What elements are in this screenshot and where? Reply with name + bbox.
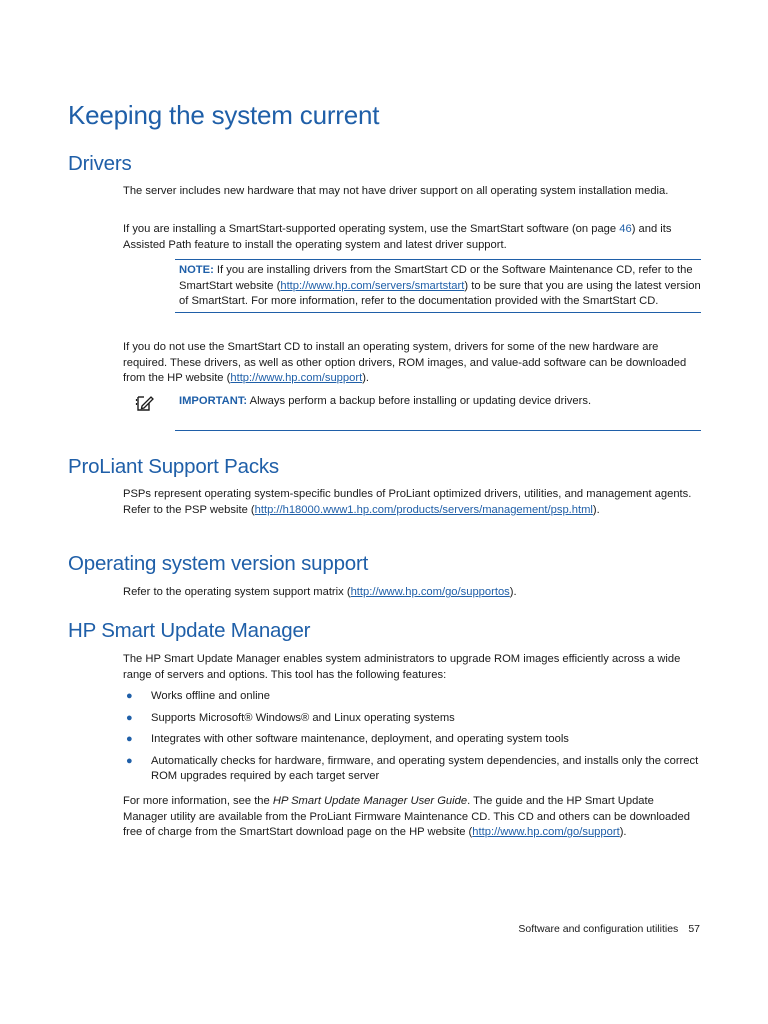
feature-list xyxy=(123,689,701,785)
note-text-after: ) to be sure that you are using the latest version of SmartStart. For more information, refer to the documentation provided with the SmartStart CD. xyxy=(179,279,701,308)
drivers-p3-after: ). xyxy=(362,372,370,385)
page-title: Keeping the system current xyxy=(68,100,380,130)
hpsum-paragraph-1 xyxy=(123,652,701,683)
supportos-link[interactable]: http://www.hp.com/go/supportos xyxy=(350,586,510,598)
hp-go-support-link[interactable]: http://www.hp.com/go/support xyxy=(472,826,620,839)
feature-text: Supports Microsoft® Windows® and Linux operating systems xyxy=(151,711,455,724)
os-text-after: ). xyxy=(509,586,517,598)
os-line xyxy=(123,585,701,601)
drivers-p1-text: The server includes new hardware that may not have driver support on all operating system installation media. xyxy=(123,185,669,197)
hpsum-p2-line xyxy=(123,794,701,841)
hpsum-p2-before: For more information, see the xyxy=(123,795,273,807)
heading-os-support: Operating system version support xyxy=(68,552,369,575)
heading-psp: ProLiant Support Packs xyxy=(68,455,279,478)
user-guide-title: HP Smart Update Manager User Guide xyxy=(272,795,468,807)
psp-text-after: ). xyxy=(592,503,600,516)
heading-hpsum: HP Smart Update Manager xyxy=(68,619,311,642)
drivers-p3-before: If you do not use the SmartStart CD to install an operating system, drivers for some of the new hardware are required. These drivers, as well as other option drivers, ROM images, and value-add software can be downloaded from the HP website ( xyxy=(123,341,687,385)
list-item xyxy=(123,689,701,705)
note-text-before: If you are installing drivers from the SmartStart CD or the Software Maintenance CD, refer to the SmartStart website ( xyxy=(179,264,693,292)
drivers-paragraph-2 xyxy=(123,222,701,253)
hpsum-paragraph-2 xyxy=(123,794,701,841)
drivers-p3-line xyxy=(123,340,701,387)
hpsum-p2-after: ). xyxy=(619,826,627,839)
drivers-p2-before: If you are installing a SmartStart-supported operating system, use the SmartStart software (on page xyxy=(123,223,620,235)
hp-support-link[interactable]: http://www.hp.com/support xyxy=(230,372,363,385)
important-icon xyxy=(135,393,155,413)
important-text: Always perform a backup before installing or updating device drivers. xyxy=(249,395,592,407)
os-paragraph xyxy=(123,585,701,601)
footer-section-title: Software and configuration utilities xyxy=(518,923,679,935)
drivers-paragraph-1 xyxy=(123,184,701,200)
feature-text: Automatically checks for hardware, firmware, and operating system dependencies, and installs only the correct ROM upgrades required by each target server xyxy=(151,754,699,783)
bullet-icon: ● xyxy=(126,733,133,746)
note-box xyxy=(175,259,701,313)
psp-paragraph xyxy=(123,487,701,518)
drivers-p2-line xyxy=(123,222,701,253)
feature-text: Works offline and online xyxy=(151,690,270,702)
drivers-p2-after: ) and its Assisted Path feature to install the operating system and latest driver support. xyxy=(123,223,672,251)
important-box xyxy=(175,393,701,431)
heading-drivers: Drivers xyxy=(68,152,132,175)
hpsum-p1-text: The HP Smart Update Manager enables system administrators to upgrade ROM images efficiently across a wide range of servers and options. This tool has the following features: xyxy=(123,653,681,681)
hpsum-p2-middle: . The guide and the HP Smart Update Manager utility are available from the ProLiant Firmware Maintenance CD. This CD and others can be downloaded free of charge from the SmartStart download page on the HP website ( xyxy=(123,795,690,839)
page-footer xyxy=(518,923,700,935)
bullet-icon: ● xyxy=(126,711,133,724)
important-label: IMPORTANT: xyxy=(179,395,248,407)
psp-text-before: PSPs represent operating system-specific bundles of ProLiant optimized drivers, utilities, and management agents. Refer to the PSP website ( xyxy=(123,488,692,516)
hpsum-feature-list xyxy=(123,689,701,791)
note-label: NOTE: xyxy=(179,264,214,276)
bullet-icon: ● xyxy=(126,690,133,702)
page-number: 57 xyxy=(688,923,700,935)
list-item xyxy=(123,732,701,748)
psp-link[interactable]: http://h18000.www1.hp.com/products/servers/management/psp.html xyxy=(254,503,593,516)
page-reference-link[interactable]: 46 xyxy=(619,223,632,235)
list-item xyxy=(123,711,701,727)
feature-text: Integrates with other software maintenance, deployment, and operating system tools xyxy=(151,733,569,746)
psp-line xyxy=(123,487,701,518)
smartstart-link[interactable]: http://www.hp.com/servers/smartstart xyxy=(280,279,465,292)
drivers-paragraph-3 xyxy=(123,340,701,387)
bullet-icon: ● xyxy=(126,754,133,767)
os-text-before: Refer to the operating system support matrix ( xyxy=(123,586,351,598)
list-item xyxy=(123,754,701,785)
